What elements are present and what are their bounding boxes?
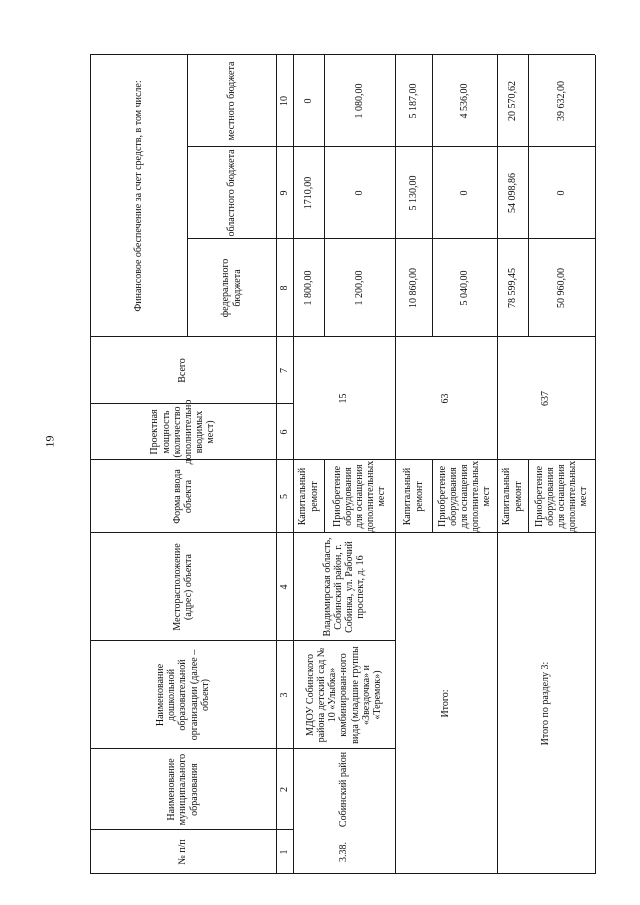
column-number: 4 — [278, 584, 290, 590]
header-total: Всего — [177, 358, 189, 383]
funding-table — [90, 55, 595, 874]
header-address: Месторасположение (адрес) объекта — [171, 543, 194, 631]
federal-value: 0 — [555, 190, 567, 196]
total-value: 5 040,00 — [458, 270, 470, 306]
header-regional: областного бюджета — [225, 149, 237, 237]
header-organization: Наименование дошкольной образовательной организации (далее – объект) — [155, 649, 211, 741]
subtotal-label: Итого: — [440, 689, 452, 718]
capacity-value: 15 — [338, 393, 350, 404]
row-number: 3.38. — [338, 842, 350, 862]
column-number: 9 — [278, 190, 290, 196]
object-address: Владимирская область, Собинский район, г. Собинка, ул. Рабочий проспект, д. 16 — [321, 537, 367, 637]
column-number: 6 — [278, 429, 290, 435]
regional-value: 1 080,00 — [353, 83, 365, 119]
total-value: 1 200,00 — [353, 270, 365, 306]
municipality-name: Собинский район — [338, 751, 350, 828]
federal-value: 1710,00 — [302, 176, 314, 210]
header-num: № п/п — [177, 839, 189, 865]
form-equipment: Приобретение оборудования для оснащения дополнительных мест — [436, 460, 493, 533]
regional-value: 20 570,62 — [506, 81, 518, 121]
form-capital-repair: Капитальный ремонт — [297, 467, 320, 526]
regional-value: 4 536,00 — [458, 83, 470, 119]
total-value: 78 599,45 — [506, 268, 518, 308]
form-capital-repair: Капитальный ремонт — [501, 467, 524, 526]
column-number: 10 — [278, 96, 290, 106]
header-federal: федерального бюджета — [220, 258, 243, 318]
regional-value: 39 632,00 — [555, 81, 567, 121]
federal-value: 0 — [458, 190, 470, 196]
federal-value: 54 098,86 — [506, 173, 518, 213]
header-capacity: Проектная мощность (количество дополнительно вводимых мест) — [149, 399, 217, 465]
regional-value: 0 — [302, 98, 314, 104]
federal-value: 0 — [353, 190, 365, 196]
column-number: 2 — [278, 787, 290, 792]
form-equipment: Приобретение оборудования для оснащения дополнительных мест — [533, 460, 590, 533]
form-capital-repair: Капитальный ремонт — [402, 467, 425, 526]
total-value: 50 960,00 — [555, 268, 567, 308]
federal-value: 5 130,00 — [407, 175, 419, 211]
section-total-label: Итого по разделу 3: — [540, 661, 552, 746]
header-financing: Финансовое обеспечение за счет средств, в том числе: — [132, 80, 144, 312]
page-number: 19 — [42, 435, 57, 448]
form-equipment: Приобретение оборудования для оснащения дополнительных мест — [331, 460, 388, 533]
total-value: 10 860,00 — [407, 268, 419, 308]
column-number: 3 — [278, 692, 290, 698]
total-value: 1 800,00 — [302, 270, 314, 306]
column-number: 5 — [278, 494, 290, 499]
capacity-value: 63 — [440, 393, 452, 404]
header-local: местного бюджета — [225, 61, 237, 141]
organization-name: МДОУ Собинского района детский сад № 10 «Улыбка» комбинирован-ного вида (младшие группы «Звездочка» и «Теремок») — [304, 646, 383, 744]
header-municipality: Наименование муниципального образования — [166, 753, 200, 826]
header-form: Форма ввода объекта — [171, 469, 194, 524]
capacity-value: 637 — [540, 391, 552, 406]
column-number: 8 — [278, 285, 290, 291]
regional-value: 5 187,00 — [407, 83, 419, 119]
column-number: 7 — [278, 368, 290, 373]
column-number: 1 — [278, 849, 290, 855]
